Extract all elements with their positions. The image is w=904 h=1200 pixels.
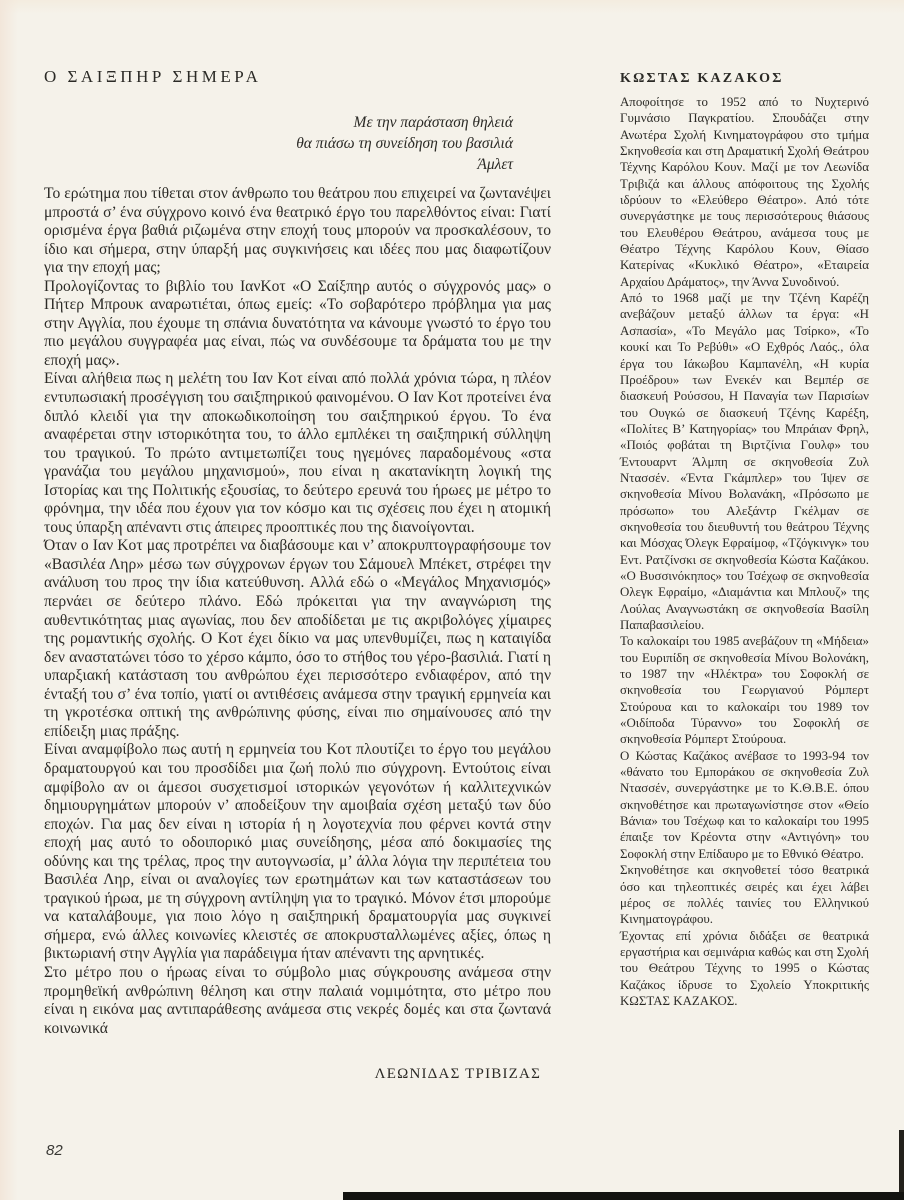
epigraph xyxy=(44,112,551,175)
essay-body xyxy=(44,185,551,1038)
bio-column xyxy=(620,70,869,1009)
essay-paragraph: Όταν ο Ιαν Κοτ μας προτρέπει να διαβάσουμε και ν’ αποκρυπτογραφήσουμε τον «Βασιλέα Ληρ» μέσω των σύγχρονων έργων του Σάμουελ Μπέκετ, στρέφει την ανάλυση του προς την ίδια κατεύθυνση. Αλλά εδώ ο «Μεγάλος Μηχανισμός» περνάει σε δεύτερο πλάνο. Εδώ πρόκειται για την αναγνώριση της αυθεντικότητας μιας αγωνίας, που δεν αποδίδεται με τις ακριβολόγες χίμαιρες της ρομαντικής σχολής. Ο Κοτ έχει δίκιο να μας υπενθυμίζει, πως η καταιγίδα δεν αναστατώνει τόσο το χέρσο κάμπο, όσο το στήθος του γέρο-βασιλιά. Γιατί η υπαρξιακή κατάσταση του ανθρώπου έχει περισσότερο ενδιαφέρον, από την ένταξή του σ’ ένα τοπίο, γιατί οι αντιθέσεις ανάμεσα στην τραγική ερμηνεία και τη γκροτέσκα οπτική της ανθρώπινης φύσης, είναι πιο σημαίνουσες από την επίδειξη μιας πράξης. xyxy=(44,537,551,740)
page-edge-top xyxy=(0,0,904,14)
bio-paragraph: Ο Κώστας Καζάκος ανέβασε το 1993-94 τον «θάνατο του Εμποράκου σε σκηνοθεσία Ζυλ Ντασσέν, συνεργάστηκε με το Κ.Θ.Β.Ε. όπου σκηνοθέτησε και πρωταγωνίστησε στον «Θείο Βάνια» του Τσέχωφ και το καλοκαίρι του 1995 έπαιξε τον Κρέοντα στην «Αντιγόνη» του Σοφοκλή στην Επίδαυρο με το Εθνικό Θέατρο. xyxy=(620,748,869,861)
bio-paragraph: Έχοντας επί χρόνια διδάξει σε θεατρικά εργαστήρια και σεμινάρια καθώς και στη Σχολή του Θεάτρου Τέχνης το 1995 ο Κώστας Καζάκος ίδρυσε το Σχολείο Υποκριτικής ΚΩΣΤΑΣ ΚΑΖΑΚΟΣ. xyxy=(620,928,869,1008)
epigraph-line: Άμλετ xyxy=(477,156,513,173)
essay-paragraph: Το ερώτημα που τίθεται στον άνθρωπο του θεάτρου που επιχειρεί να ζωντανέψει μπροστά σ’ ένα σύγχρονο κοινό ένα θεατρικό έργο του παρελθόντος είναι: Γιατί ορισμένα έργα βαθιά ριζωμένα στην εποχή τους μπορούν να προσκαλέσουν, το ίδιο και σήμερα, στην ύπαρξή μας συγκινήσεις και ιδέες που μας διαφωτίζουν για την εποχή μας; xyxy=(44,185,551,277)
page-edge-left xyxy=(0,0,18,1200)
essay-paragraph: Προλογίζοντας το βιβλίο του ΙανΚοτ «Ο Σαίξπηρ αυτός ο σύγχρονός μας» ο Πήτερ Μπρουκ αναρωτιέται, όπως εμείς: «Το σοβαρότερο πρόβλημα για μας στην Αγγλία, που έχουμε τη σπάνια δυνατότητα να κάνουμε γνωστό το έργο του πιο μεγάλου συγγραφέα μας είναι, πώς να συνδέσουμε τα δράματα του με την εποχή μας». xyxy=(44,277,551,369)
epigraph-line: Με την παράσταση θηλειά xyxy=(353,114,513,131)
essay-title: Ο ΣΑΙΞΠΗΡ ΣΗΜΕΡΑ xyxy=(44,67,262,86)
page-edge-right xyxy=(899,1130,904,1200)
bio-title: ΚΩΣΤΑΣ ΚΑΖΑΚΟΣ xyxy=(620,71,784,86)
essay-paragraph: Είναι αναμφίβολο πως αυτή η ερμηνεία του Κοτ πλουτίζει το έργο του μεγάλου δραματουργού και του προσδίδει μια ζωή πολύ πιο σύγχρονη. Εντούτοις είναι αμφίβολο αν οι άμεσοι συσχετισμοί ιστορικών γεγονότων ή καλλιτεχνικών δημιουργημάτων μπορούν ν’ αποδείξουν την αμοιβαία σχέση μεταξύ των δύο εποχών. Για μας δεν είναι η ιστορία ή η λογοτεχνία που φέρνει κοντά στην εποχή μας αυτό το οδοιπορικό μιας συνείδησης, μέσα από δοκιμασίες της οδύνης και της τρέλας, προς την αυτογνωσία, μ’ άλλα λόγια την περιπέτεια του Βασιλέα Ληρ, είναι οι αναλογίες των ερωτημάτων και των καταστάσεων του τραγικού ήρωα, με τη σύγχρονη αντίληψη για το τραγικό. Μόνον έτσι μπορούμε να καταλάβουμε, για ποιο λόγο η σαιξπηρική δραματουργία μας συγκινεί σήμερα, ενώ άλλες κοινωνίες κλειστές σε αποκρυσταλλωμένες αξίες, όπως η βικτωριανή στην Αγγλία για παράδειγμα ήταν απέναντι της αρνητικές. xyxy=(44,741,551,963)
epigraph-line: θα πιάσω τη συνείδηση του βασιλιά xyxy=(296,135,513,152)
bio-paragraph: Σκηνοθέτησε και σκηνοθετεί τόσο θεατρικά όσο και τηλεοπτικές σειρές και έχει λάβει μέρος σε πολλές ταινίες του Ελληνικού Κινηματογράφου. xyxy=(620,863,869,927)
bio-body xyxy=(620,94,869,1009)
bio-paragraph: Από το 1968 μαζί με την Τζένη Καρέζη ανεβάζουν μεταξύ άλλων τα έργα: «Η Ασπασία», «Το Μεγάλο μας Τσίρκο», «Το κουκί και Το Ρεβύθι» «Ο Εχθρός Λαός., όλα έργα του Ιάκωβου Καμπανέλη, «Η κυρία Προέδρου» των Ενεκέν και Βεμπέρ σε διασκευή Ρούσσου, Η Παναγία των Παρισίων του Ουγκώ σε διασκευή Τζένης Καρέξη, «Πολίτες Β’ Κατηγορίας» του Μπράιαν Φρηλ, «Ποιός φοβάται τη Βιρτζίνια Γουλφ» του Έντουαρντ Άλμπη σε σκηνοθεσία Ζυλ Ντασσέν. «Έντα Γκάμπλερ» του Ίψεν σε σκηνοθεσία Μίνου Βολανάκη, «Πρόσωπο με πρόσωπο» του Αλεξάντρ Γκέλμαν σε σκηνοθεσία του διευθυντή του θεάτρου Τέχνης και Μόσχας Όλεγκ Εφραίμοφ, «Τζόγκινγκ» του Εντ. Ρατζίνσκι σε σκηνοθεσία Κώστα Καζάκου. «Ο Βυσσινόκηπος» του Τσέχωφ σε σκηνοθεσία Ολεγκ Εφραίμο, «Διαμάντια και Μπλουζ» της Λούλας Αναγνωστάκη σε σκηνοθεσία Βασίλη Παπαβασιλείου. xyxy=(620,291,869,632)
bottom-scan-bar xyxy=(343,1192,904,1200)
bio-paragraph: Το καλοκαίρι του 1985 ανεβάζουν τη «Μήδεια» του Ευριπίδη σε σκηνοθεσία Μίνου Βολονάκη, το 1987 την «Ηλέκτρα» του Σοφοκλή σε σκηνοθεσία του Γεωργιανού Ρόμπερτ Στούρουα και το καλοκαίρι του 1989 τον «Οιδίποδα Τύραννο» του Σοφοκλή σε σκηνοθεσία Ρόμπερτ Στούρουα. xyxy=(620,634,869,747)
essay-column xyxy=(44,66,551,1083)
bio-paragraph: Αποφοίτησε το 1952 από το Νυχτερινό Γυμνάσιο Παγκρατίου. Σπουδάζει στην Ανωτέρα Σχολή Κινηματογράφου στο τμήμα Σκηνοθεσία και στη Δραματική Σχολή Θεάτρου Τέχνης Καρόλου Κουν. Μαζί με τον Λεωνίδα Τριβιζά και άλλους απόφοιτους της Σχολής ιδρύουν το «Ελεύθερο Θέατρο». Από τότε συνεργάστηκε με τους περισσότερους θιάσους του Ελευθέρου Θεάτρου, ανάμεσα τους με Θέατρο Τέχνης Καρόλου Κουν, Θίασο Κατερίνας «Κυκλικό Θέατρο», «Εταιρεία Αρχαίου Δράματος», την Άννα Συνοδινού. xyxy=(620,95,869,289)
essay-paragraph: Είναι αλήθεια πως η μελέτη του Ιαν Κοτ είναι από πολλά χρόνια τώρα, η πλέον εντυπωσιακή προσέγγιση του σαιξπηρικού φαινομένου. Ο Ιαν Κοτ προτείνει ένα διπλό κλειδί για την αποκωδικοποίηση του σαιξπηρικού έργου. Το ένα αναφέρεται στην ιστορικότητα του, το άλλο εμπλέκει τη σαιξπηρική σύλληψη του τραγικού. Το πρώτο αντιμετωπίζει τους ηγεμόνες παραδομένους «στα γρανάζια του μεγάλου μηχανισμού», που είναι η ακατανίκητη λογική της Ιστορίας και της Πολιτικής εξουσίας, το δεύτερο ερευνά του ήρωες με μέτρο το φρόνημα, την ιδέα που έχουν για τον κόσμο και τις σχέσεις που έχει η ατομική τους ύπαρξη απέναντι στις άπειρες προοπτικές που της διανοίγονται. xyxy=(44,370,551,536)
author-signature: ΛΕΩΝΙΔΑΣ ΤΡΙΒΙΖΑΣ xyxy=(374,1066,541,1083)
page-number: 82 xyxy=(46,1142,63,1159)
essay-paragraph: Στο μέτρο που ο ήρωας είναι το σύμβολο μιας σύγκρουσης ανάμεσα στην προμηθεϊκή ανθρώπινη θέληση και στην παλαιά νομιμότητα, στο μέτρο που είναι η εικόνα μας αντιπαράθεσης ανάμεσα στις νεκρές δομές και στα ζωντανά κοινωνικά xyxy=(44,963,551,1037)
